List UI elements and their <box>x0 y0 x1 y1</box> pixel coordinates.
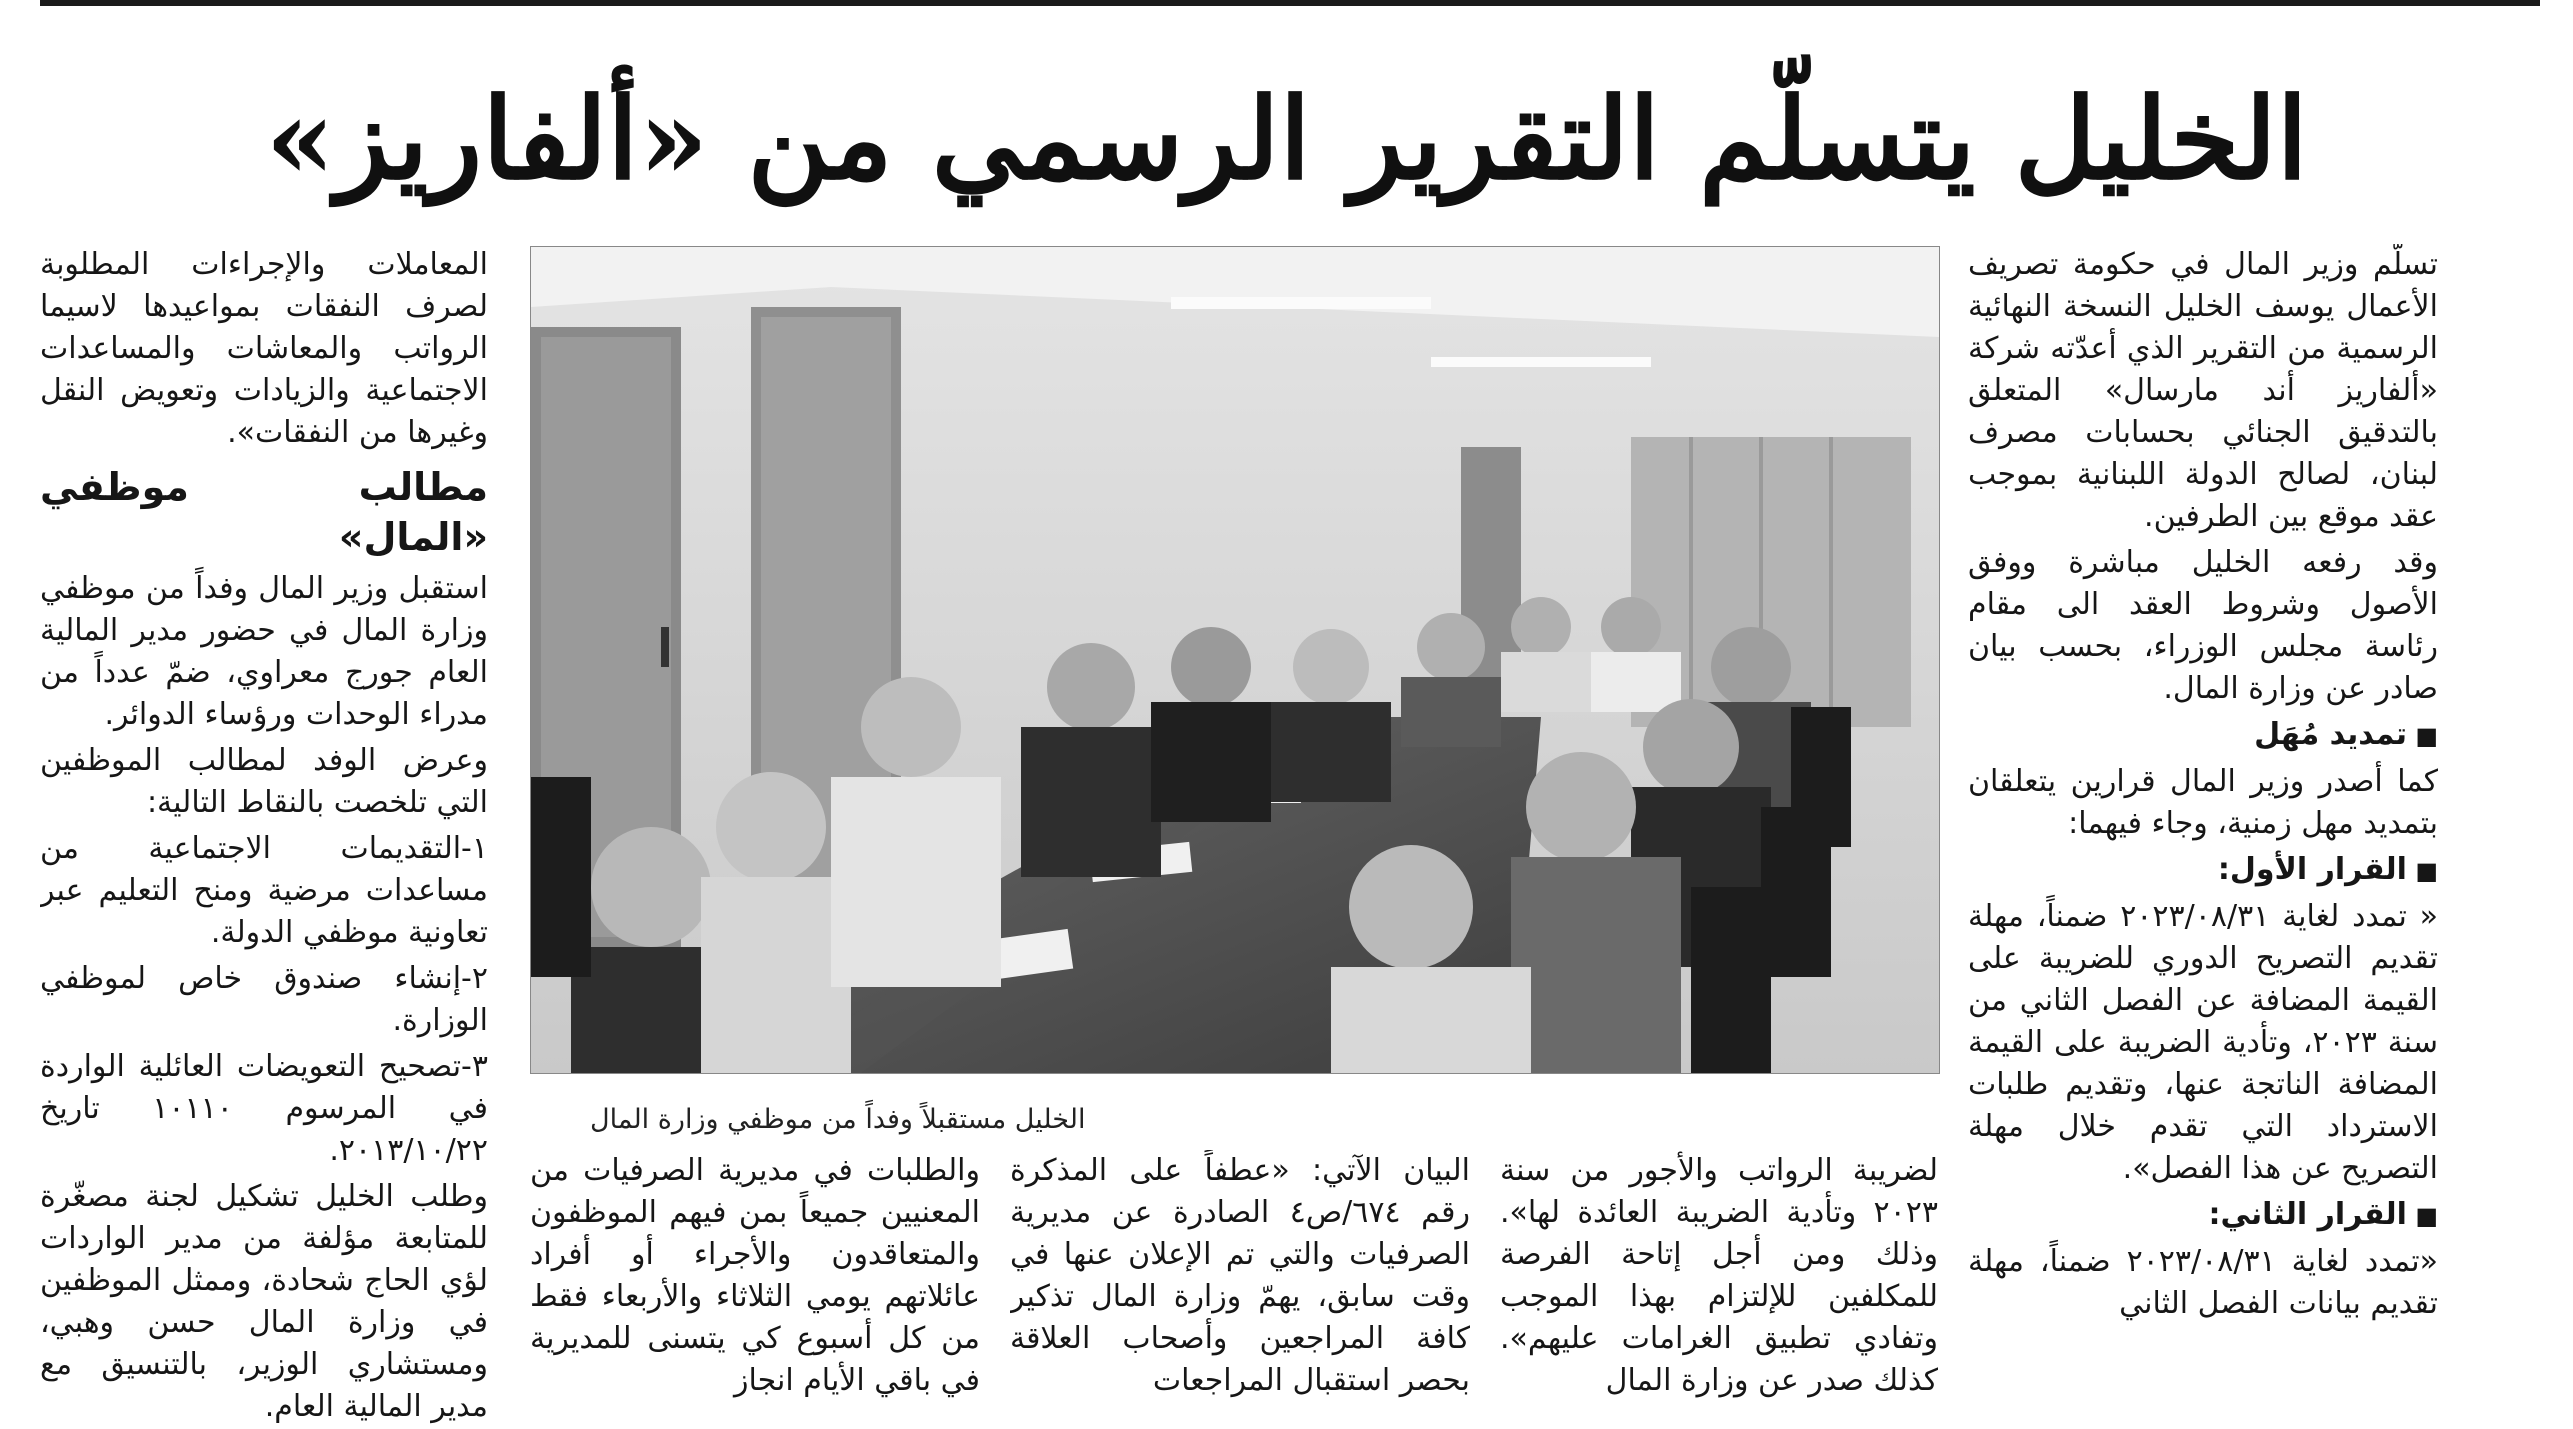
right-subheading-1: ■ تمديد مُهَل <box>1968 714 2438 757</box>
right-paragraph-5: «تمدد لغاية ٢٠٢٣/٠٨/٣١ ضمناً، مهلة تقديم بيانات الفصل الثاني <box>1968 1244 2438 1321</box>
headline: الخليل يتسلّم التقرير الرسمي من «ألفاريز» <box>265 74 2308 205</box>
left-item-2: ٢-إنشاء صندوق خاص لموظفي الوزارة. <box>40 961 488 1038</box>
bottom-column-3-text: والطلبات في مديرية الصرفيات من المعنيين جميعاً بمن فيهم الموظفون والمتعاقدون والأجراء أو أفراد عائلاتهم يومي الثلاثاء والأربعاء فقط من كل أسبوع كي يتسنى للمديرية في باقي الأيام انجاز <box>530 1153 980 1398</box>
photo-caption: الخليل مستقبلاً وفداً من موظفي وزارة المال <box>590 1104 1086 1135</box>
right-subheading-2: ■ القرار الأول: <box>1968 849 2438 892</box>
left-paragraph-2: استقبل وزير المال وفداً من موظفي وزارة المال في حضور مدير المالية العام جورج معراوي، ضمّ عدداً من مدراء الوحدات ورؤساء الدوائر. <box>40 571 488 732</box>
left-item-3: ٣-تصحيح التعويضات العائلية الواردة في المرسوم ١٠١١٠ تاريخ ٢٠١٣/١٠/٢٢. <box>40 1049 488 1168</box>
bottom-column-3 <box>530 1150 980 1429</box>
bottom-column-1 <box>1500 1150 1938 1429</box>
right-paragraph-1: تسلّم وزير المال في حكومة تصريف الأعمال يوسف الخليل النسخة النهائية الرسمية من التقرير الذي أعدّته شركة «ألفاريز أند مارسال» المتعلق بالتدقيق الجنائي بحسابات مصرف لبنان، لصالح الدولة اللبنانية بموجب عقد موقع بين الطرفين. <box>1968 247 2438 534</box>
left-item-1: ١-التقديمات الاجتماعية من مساعدات مرضية ومنح التعليم عبر تعاونية موظفي الدولة. <box>40 831 488 950</box>
right-column <box>1968 244 2438 1429</box>
right-paragraph-2: وقد رفعه الخليل مباشرة ووفق الأصول وشروط العقد الى مقام رئاسة مجلس الوزراء، بحسب بيان صادر عن وزارة المال. <box>1968 545 2438 706</box>
right-subheading-3: ■ القرار الثاني: <box>1968 1194 2438 1237</box>
left-column <box>40 244 488 1429</box>
left-paragraph-4: وطلب الخليل تشكيل لجنة مصغّرة للمتابعة مؤلفة من مدير الواردات لؤي الحاج شحادة، وممثل الموظفين في وزارة المال حسن وهبي، ومستشاري الوزير، بالتنسيق مع مدير المالية العام. <box>40 1179 488 1424</box>
right-paragraph-3: كما أصدر وزير المال قرارين يتعلقان بتمديد مهل زمنية، وجاء فيهما: <box>1968 764 2438 841</box>
bottom-column-2-text: البيان الآتي: «عطفاً على المذكرة رقم ٦٧٤/ص٤ الصادرة عن مديرية الصرفيات والتي تم الإعلان عنها في وقت سابق، يهمّ وزارة المال تذكير كافة المراجعين وأصحاب العلاقة بحصر استقبال المراجعات <box>1010 1153 1470 1398</box>
left-paragraph-1: المعاملات والإجراءات المطلوبة لصرف النفقات بمواعيدها لاسيما الرواتب والمعاشات والمساعدات الاجتماعية والزيادات وتعويض النقل وغيرها من النفقات». <box>40 247 488 450</box>
bottom-column-2 <box>1010 1150 1470 1429</box>
bottom-column-1-text: لضريبة الرواتب والأجور من سنة ٢٠٢٣ وتأدية الضريبة العائدة لها». وذلك ومن أجل إتاحة الفرصة للمكلفين للإلتزام بهذا الموجب وتفادي تطبيق الغرامات عليهم». كذلك صدر عن وزارة المال <box>1500 1153 1938 1398</box>
meeting-photo <box>530 246 1940 1074</box>
left-paragraph-3: وعرض الوفد لمطالب الموظفين التي تلخصت بالنقاط التالية: <box>40 743 488 820</box>
left-subheading: مطالب موظفي «المال» <box>40 465 488 559</box>
right-paragraph-4: « تمدد لغاية ٢٠٢٣/٠٨/٣١ ضمناً، مهلة تقديم التصريح الدوري للضريبة على القيمة المضافة عن الفصل الثاني من سنة ٢٠٢٣، وتأدية الضريبة على القيمة المضافة الناتجة عنها، وتقديم طلبات الاسترداد التي تقدم خلال مهلة التصريح عن هذا الفصل». <box>1968 899 2438 1186</box>
top-rule <box>40 0 2540 6</box>
